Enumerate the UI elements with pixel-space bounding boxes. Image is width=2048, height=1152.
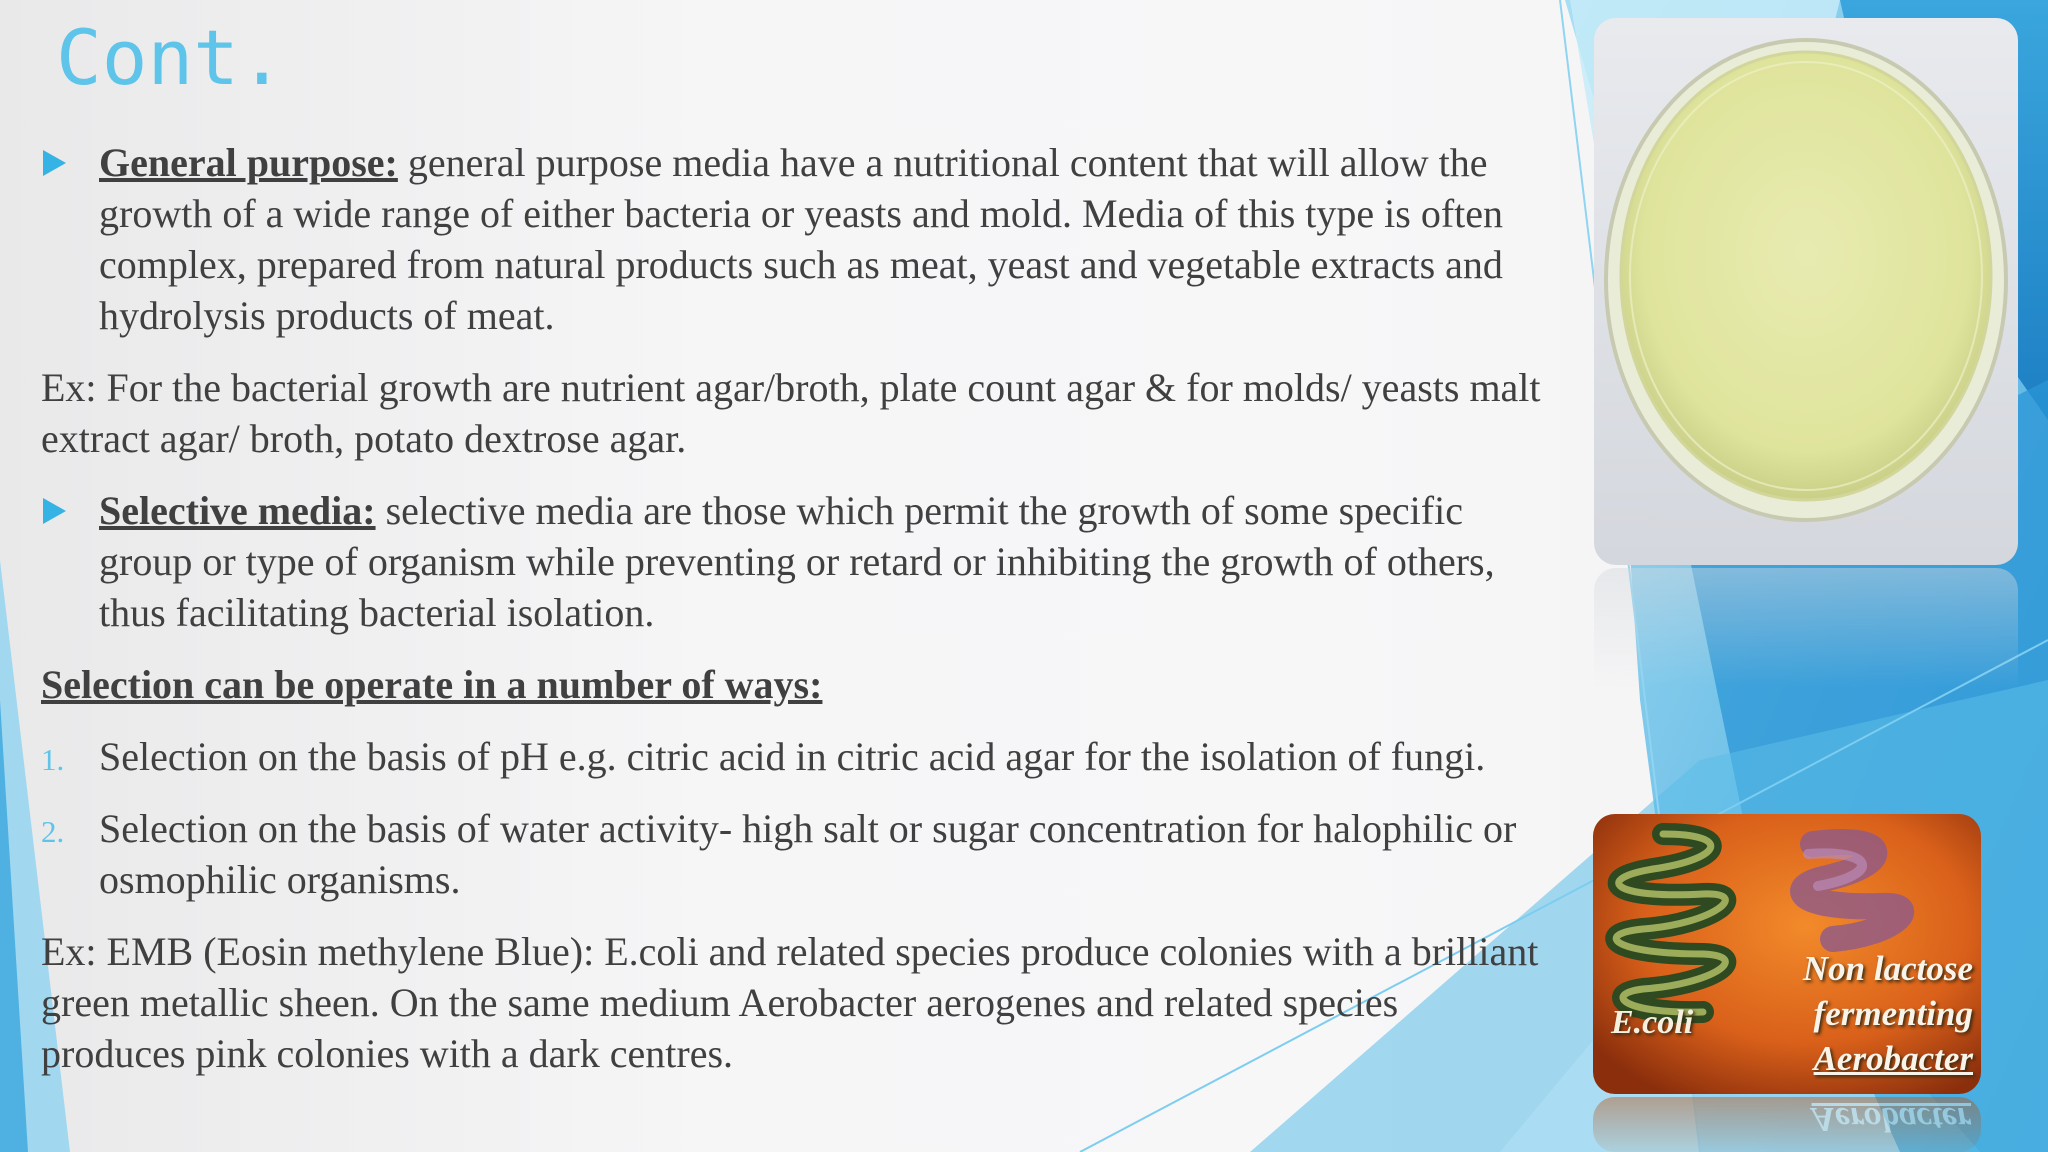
emb-agar-reflection	[1593, 1097, 1981, 1152]
non-lactose-label	[1803, 946, 1973, 1081]
selective-media-term: Selective media:	[99, 488, 376, 533]
general-purpose-term: General purpose:	[99, 140, 398, 185]
numbered-item	[41, 731, 1541, 782]
bullet-arrow-icon	[43, 150, 66, 176]
non-lactose-label-line: Non lactose	[1802, 949, 1973, 988]
item-text: Selection on the basis of water activity- high salt or sugar concentration for halophilic or osmophilic organisms.	[99, 806, 1517, 902]
numbered-item	[41, 803, 1541, 905]
general-purpose-bullet	[41, 137, 1541, 341]
item-number: 2.	[41, 814, 65, 849]
bullet-arrow-icon	[43, 498, 66, 524]
selective-media-text: selective media are those which permit the growth of some specific group or type of organism while preventing or retard or inhibiting the growth of others, thus facilitating bacterial isolation.	[99, 488, 1495, 635]
example-paragraph-1: Ex: For the bacterial growth are nutrient agar/broth, plate count agar & for molds/ yeasts malt extract agar/ broth, potato dextrose agar.	[41, 365, 1541, 461]
general-purpose-text: general purpose media have a nutritional content that will allow the growth of a wide range of either bacteria or yeasts and mold. Media of this type is often complex, prepared from natural products such as meat, yeast and vegetable extracts and hydrolysis products of meat.	[99, 140, 1504, 338]
ecoli-label: E.coli	[1611, 1004, 1694, 1041]
reflection-label: Aerobacter	[1811, 1100, 1971, 1139]
petri-dish-reflection	[1594, 568, 2018, 688]
non-lactose-label-line: Aerobacter	[1813, 1039, 1973, 1078]
selection-subheading: Selection can be operate in a number of ways:	[41, 662, 823, 707]
non-lactose-label-line: fermenting	[1813, 994, 1973, 1033]
slide-title: Cont.	[56, 13, 285, 102]
item-number: 1.	[41, 742, 65, 777]
item-text: Selection on the basis of pH e.g. citric acid in citric acid agar for the isolation of fungi.	[99, 734, 1486, 779]
example-paragraph-2: Ex: EMB (Eosin methylene Blue): E.coli and related species produce colonies with a brilliant green metallic sheen. On the same medium Aerobacter aerogenes and related species produces pink colonies with a dark centres.	[41, 929, 1539, 1076]
selective-media-bullet	[41, 485, 1541, 638]
petri-dish-photo	[1594, 18, 2018, 565]
slide-content	[41, 137, 1541, 1100]
emb-agar-photo	[1593, 814, 1981, 1094]
